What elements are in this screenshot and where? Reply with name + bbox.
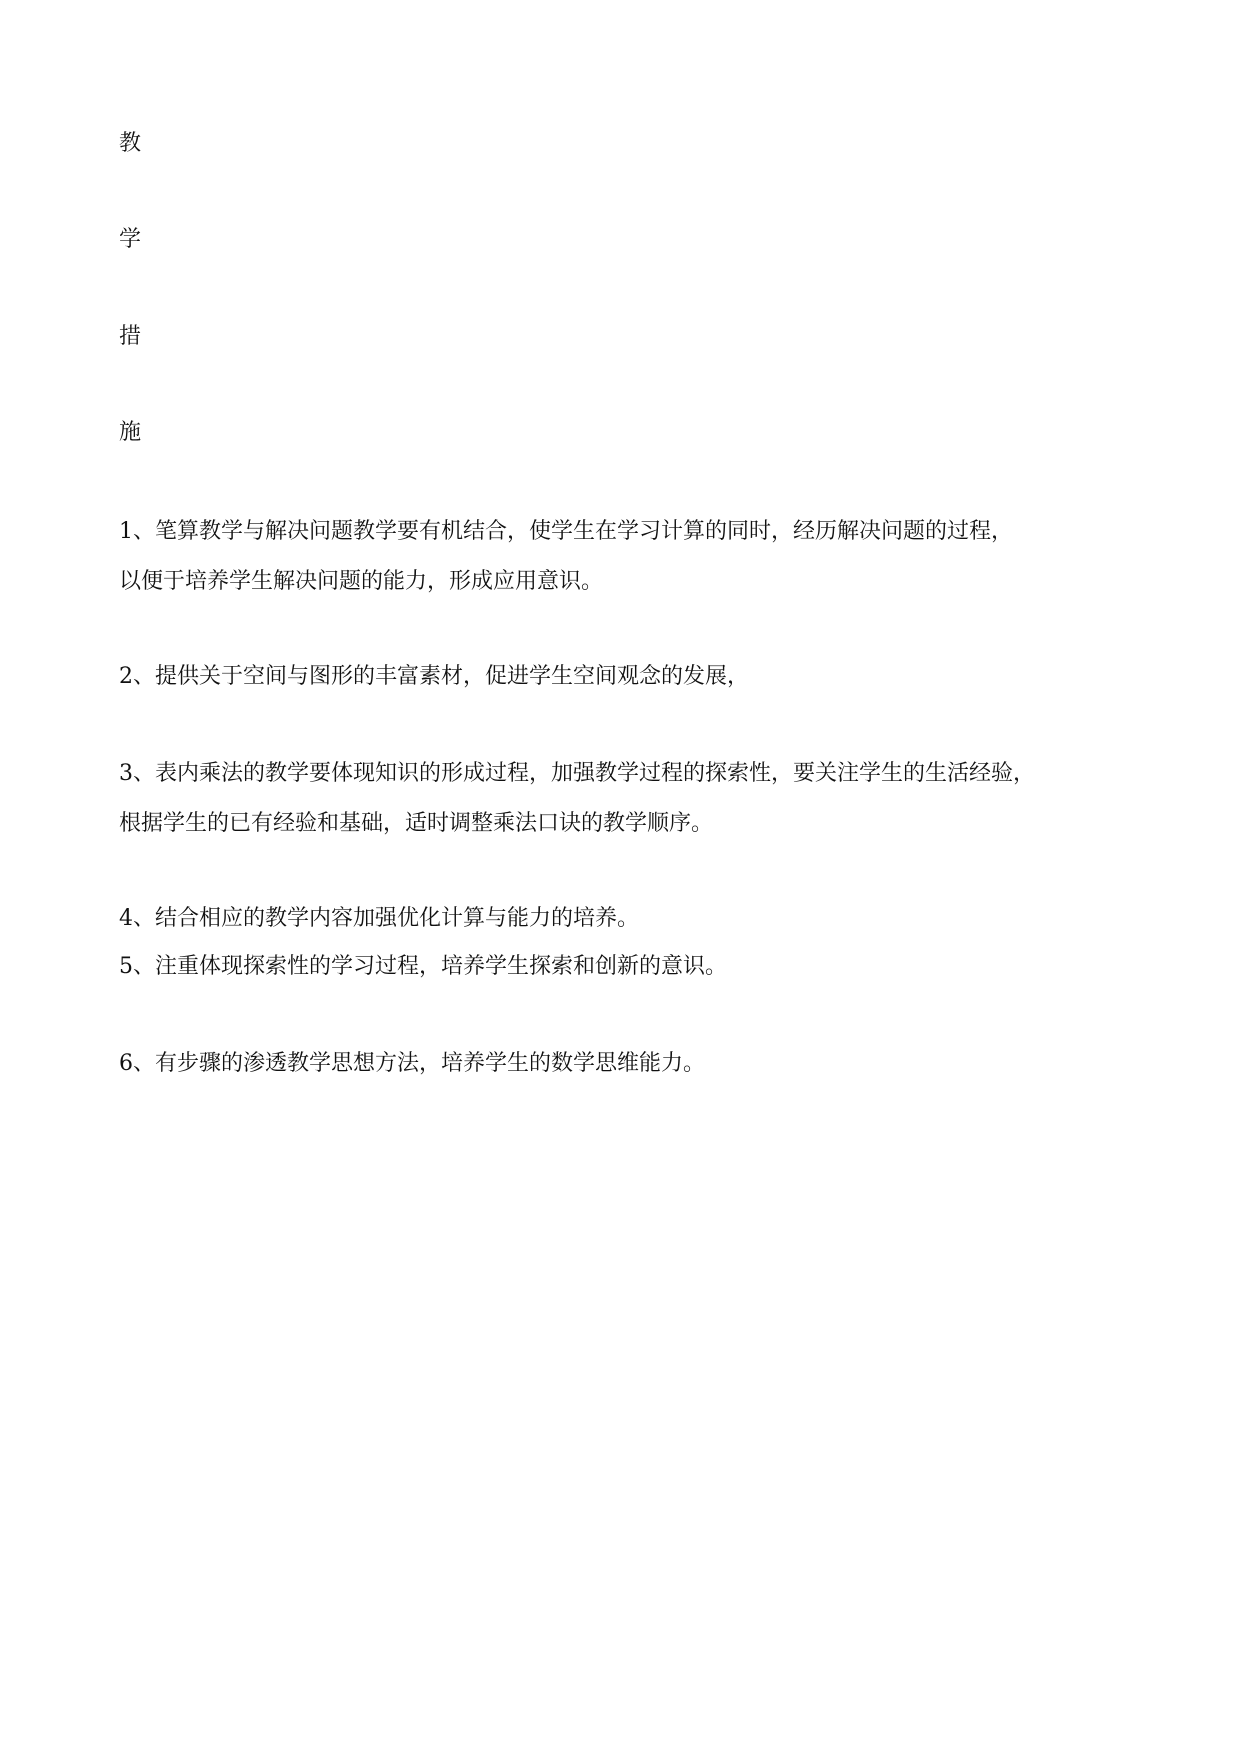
measure-item-3 <box>119 749 1129 849</box>
heading-char-1: 教 <box>119 131 142 156</box>
measure-item-2 <box>119 652 1129 702</box>
measure-item-6 <box>119 1039 1129 1089</box>
measure-item-6-line-1: 6、有步骤的渗透教学思想方法，培养学生的数学思维能力。 <box>119 1051 705 1076</box>
heading-char-3: 措 <box>119 324 142 349</box>
measure-item-1-line-1: 1、笔算教学与解决问题教学要有机结合，使学生在学习计算的同时，经历解决问题的过程， <box>119 519 1014 544</box>
measure-item-5-line-1: 5、注重体现探索性的学习过程，培养学生探索和创新的意识。 <box>119 954 727 979</box>
measure-item-1-line-2: 以便于培养学生解决问题的能力，形成应用意识。 <box>119 569 604 594</box>
heading-char-4: 施 <box>119 420 142 445</box>
measure-item-3-line-2: 根据学生的已有经验和基础，适时调整乘法口诀的教学顺序。 <box>119 811 714 836</box>
heading-char-2: 学 <box>119 227 142 252</box>
measure-item-4 <box>119 894 1129 944</box>
measure-item-4-line-1: 4、结合相应的教学内容加强优化计算与能力的培养。 <box>119 906 639 931</box>
measure-item-3-line-1: 3、表内乘法的教学要体现知识的形成过程，加强教学过程的探索性，要关注学生的生活经验， <box>119 761 1036 786</box>
measure-item-2-line-1: 2、提供关于空间与图形的丰富素材，促进学生空间观念的发展， <box>119 664 749 689</box>
measure-item-5 <box>119 942 1129 992</box>
measure-item-1 <box>119 507 1129 607</box>
